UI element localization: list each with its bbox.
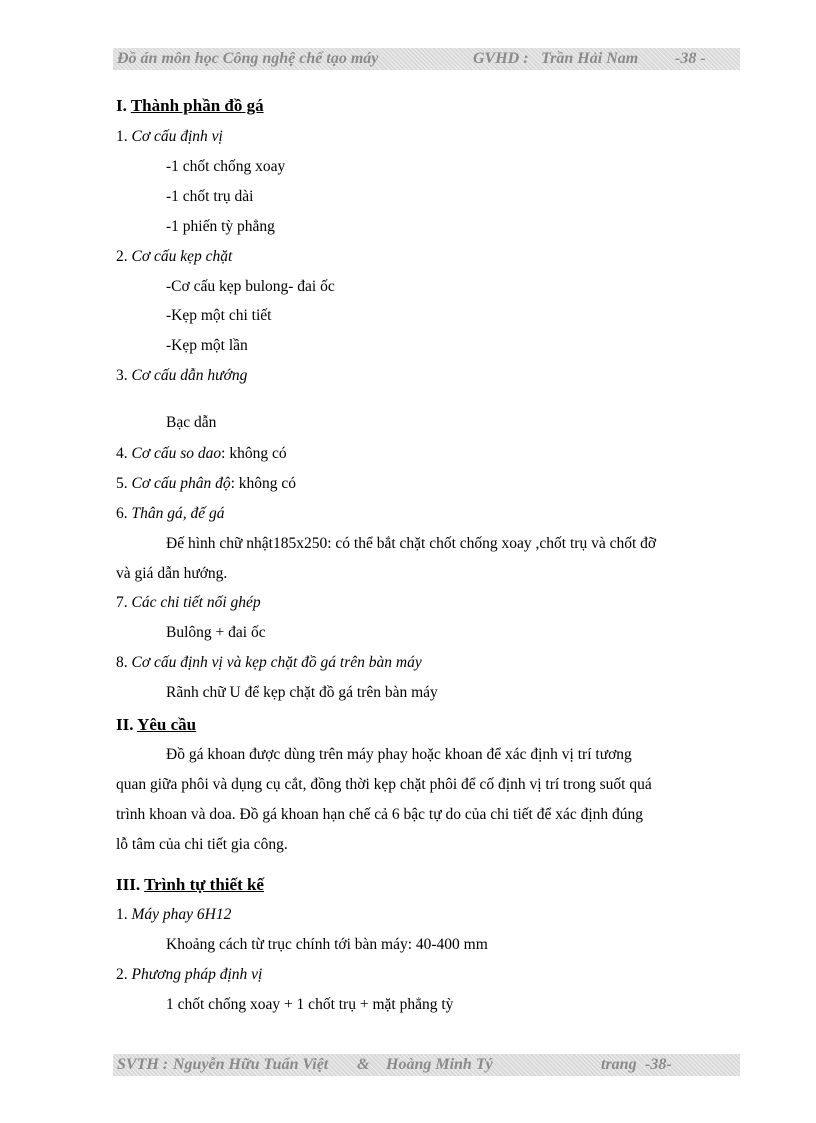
section-heading-1 [116, 96, 264, 116]
item-detail: -1 phiến tỳ phẳng [166, 218, 275, 235]
section-number: I. [116, 96, 127, 115]
section-title: Yêu cầu [137, 715, 197, 734]
page-header [113, 48, 740, 70]
item-number: 8. [116, 654, 128, 671]
paragraph-line: trình khoan và doa. Đồ gá khoan hạn chế cả 6 bậc tự do của chi tiết để xác định đúng [116, 806, 644, 823]
list-item [116, 444, 287, 464]
footer-page-label: trang [601, 1056, 637, 1073]
item-title: Các chi tiết nối ghép [131, 594, 261, 611]
item-title: Cơ cấu định vị và kẹp chặt đồ gá trên bàn máy [131, 654, 422, 671]
item-number: 2. [116, 248, 128, 265]
item-detail: Bulông + đai ốc [166, 624, 266, 641]
section-heading-2 [116, 715, 196, 735]
item-number: 1. [116, 128, 128, 145]
item-number: 3. [116, 367, 128, 384]
item-title: Cơ cấu phân độ [131, 475, 231, 492]
item-number: 1. [116, 906, 128, 923]
header-advisor-name: Trần Hải Nam [541, 50, 639, 67]
list-item [116, 593, 261, 613]
item-detail: -1 chốt trụ dài [166, 188, 254, 205]
list-item [116, 366, 247, 386]
item-detail: Bạc dẫn [166, 414, 217, 431]
section-heading-3 [116, 875, 264, 895]
list-item [116, 965, 262, 985]
paragraph-line: Đồ gá khoan được dùng trên máy phay hoặc khoan để xác định vị trí tương [166, 746, 632, 763]
item-paragraph: Đế hình chữ nhật185x250: có thể bắt chặt chốt chống xoay ,chốt trụ và chốt đỡ [166, 535, 657, 552]
item-title: Cơ cấu kẹp chặt [131, 248, 233, 265]
section-number: II. [116, 715, 134, 734]
footer-page-number: -38- [645, 1056, 672, 1073]
item-number: 2. [116, 966, 128, 983]
item-number: 7. [116, 594, 128, 611]
header-course: Đồ án môn học Công nghệ chế tạo máy [117, 50, 379, 67]
item-number: 4. [116, 445, 128, 462]
item-detail: Rãnh chữ U để kẹp chặt đồ gá trên bàn máy [166, 684, 438, 701]
footer-student-1: Nguyễn Hữu Tuấn Việt [173, 1056, 329, 1073]
item-detail: -Kẹp một lần [166, 337, 248, 354]
item-detail: -1 chốt chống xoay [166, 158, 286, 175]
item-detail: 1 chốt chống xoay + 1 chốt trụ + mặt phẳng tỳ [166, 996, 454, 1013]
header-advisor-label: GVHD : [473, 50, 529, 67]
item-number: 6. [116, 505, 128, 522]
section-title: Thành phần đồ gá [130, 96, 264, 115]
section-number: III. [116, 875, 141, 894]
list-item [116, 504, 225, 524]
paragraph-line: quan giữa phôi và dụng cụ cắt, đồng thời kẹp chặt phôi để cố định vị trí trong suốt quá [116, 776, 652, 793]
list-item [116, 653, 422, 673]
item-detail: -Cơ cấu kẹp bulong- đai ốc [166, 278, 335, 295]
item-paragraph-continued: và giá dẫn hướng. [116, 565, 228, 582]
item-detail: Khoảng cách từ trục chính tới bàn máy: 40-400 mm [166, 936, 488, 953]
page-footer [113, 1054, 740, 1076]
list-item [116, 127, 223, 147]
item-title: Cơ cấu định vị [131, 128, 223, 145]
item-suffix: : không có [221, 445, 287, 462]
list-item [116, 247, 232, 267]
section-title: Trình tự thiết kế [144, 875, 264, 894]
paragraph-line: lỗ tâm của chi tiết gia công. [116, 836, 288, 853]
list-item [116, 905, 231, 925]
item-number: 5. [116, 475, 128, 492]
footer-separator: & [357, 1056, 370, 1073]
header-page-ref: -38 - [675, 50, 706, 67]
item-suffix: : không có [230, 475, 297, 492]
footer-student-label: SVTH : [117, 1056, 169, 1073]
item-title: Máy phay 6H12 [131, 906, 232, 923]
footer-student-2: Hoàng Minh Tý [386, 1056, 493, 1073]
item-title: Phương pháp định vị [131, 966, 263, 983]
item-title: Cơ cấu so dao [131, 445, 222, 462]
item-title: Cơ cấu dẫn hướng [131, 367, 248, 384]
list-item [116, 474, 296, 494]
item-detail: -Kẹp một chi tiết [166, 307, 272, 324]
item-title: Thân gá, đế gá [131, 505, 225, 522]
